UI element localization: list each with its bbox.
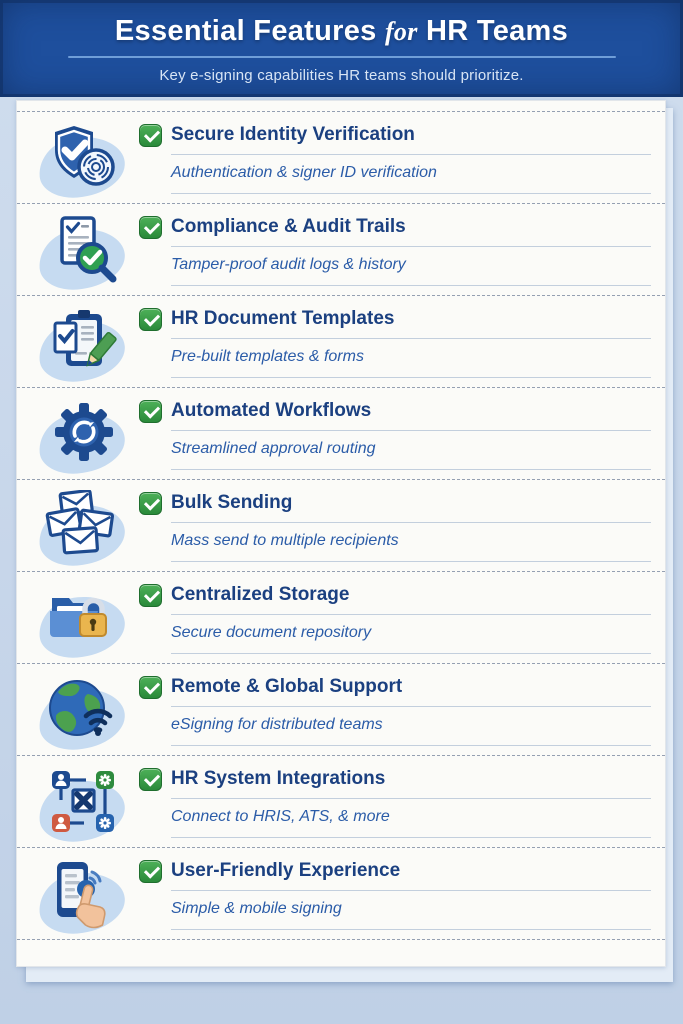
features-card xyxy=(16,100,666,967)
feature-title: Centralized Storage xyxy=(171,584,651,615)
envelopes-icon xyxy=(27,483,139,569)
feature-title: HR System Integrations xyxy=(171,768,651,799)
check-icon xyxy=(139,584,162,607)
feature-subtitle: Connect to HRIS, ATS, & more xyxy=(171,799,651,838)
feature-subtitle: Secure document repository xyxy=(171,615,651,654)
feature-title: User-Friendly Experience xyxy=(171,860,651,891)
feature-title: HR Document Templates xyxy=(171,308,651,339)
feature-title: Remote & Global Support xyxy=(171,676,651,707)
feature-row-workflows xyxy=(17,387,665,479)
feature-row-storage xyxy=(17,571,665,663)
check-icon xyxy=(139,400,162,423)
globe-wifi-icon xyxy=(27,667,139,753)
check-icon xyxy=(139,124,162,147)
feature-title: Automated Workflows xyxy=(171,400,651,431)
check-icon xyxy=(139,308,162,331)
feature-row-templates xyxy=(17,295,665,387)
feature-title: Secure Identity Verification xyxy=(171,124,651,155)
clipboard-pencil-icon xyxy=(27,299,139,385)
title-text-2: HR Teams xyxy=(426,15,569,47)
page-title xyxy=(0,15,683,48)
check-icon xyxy=(139,860,162,883)
check-icon xyxy=(139,676,162,699)
feature-row-secure-identity xyxy=(17,111,665,203)
feature-title: Compliance & Audit Trails xyxy=(171,216,651,247)
integration-nodes-icon xyxy=(27,759,139,845)
gear-sync-icon xyxy=(27,391,139,477)
feature-subtitle: Pre-built templates & forms xyxy=(171,339,651,378)
shield-fingerprint-icon xyxy=(27,115,139,201)
feature-row-integrations xyxy=(17,755,665,847)
check-icon xyxy=(139,492,162,515)
phone-touch-icon xyxy=(27,851,139,937)
page-subtitle: Key e-signing capabilities HR teams should prioritize. xyxy=(159,67,524,84)
document-magnifier-check-icon xyxy=(27,207,139,293)
check-icon xyxy=(139,216,162,239)
check-icon xyxy=(139,768,162,791)
feature-subtitle: Simple & mobile signing xyxy=(171,891,651,930)
title-underline xyxy=(68,56,616,58)
feature-row-global xyxy=(17,663,665,755)
feature-subtitle: Tamper-proof audit logs & history xyxy=(171,247,651,286)
feature-row-compliance xyxy=(17,203,665,295)
card-footer xyxy=(17,939,665,966)
feature-row-user-friendly xyxy=(17,847,665,939)
folder-lock-icon xyxy=(27,575,139,661)
title-italic-word: for xyxy=(384,17,418,46)
feature-title: Bulk Sending xyxy=(171,492,651,523)
feature-subtitle: eSigning for distributed teams xyxy=(171,707,651,746)
header-banner xyxy=(0,0,683,97)
title-text: Essential Features xyxy=(114,15,377,47)
feature-row-bulk-sending xyxy=(17,479,665,571)
feature-subtitle: Streamlined approval routing xyxy=(171,431,651,470)
feature-subtitle: Authentication & signer ID verification xyxy=(171,155,651,194)
feature-subtitle: Mass send to multiple recipients xyxy=(171,523,651,562)
